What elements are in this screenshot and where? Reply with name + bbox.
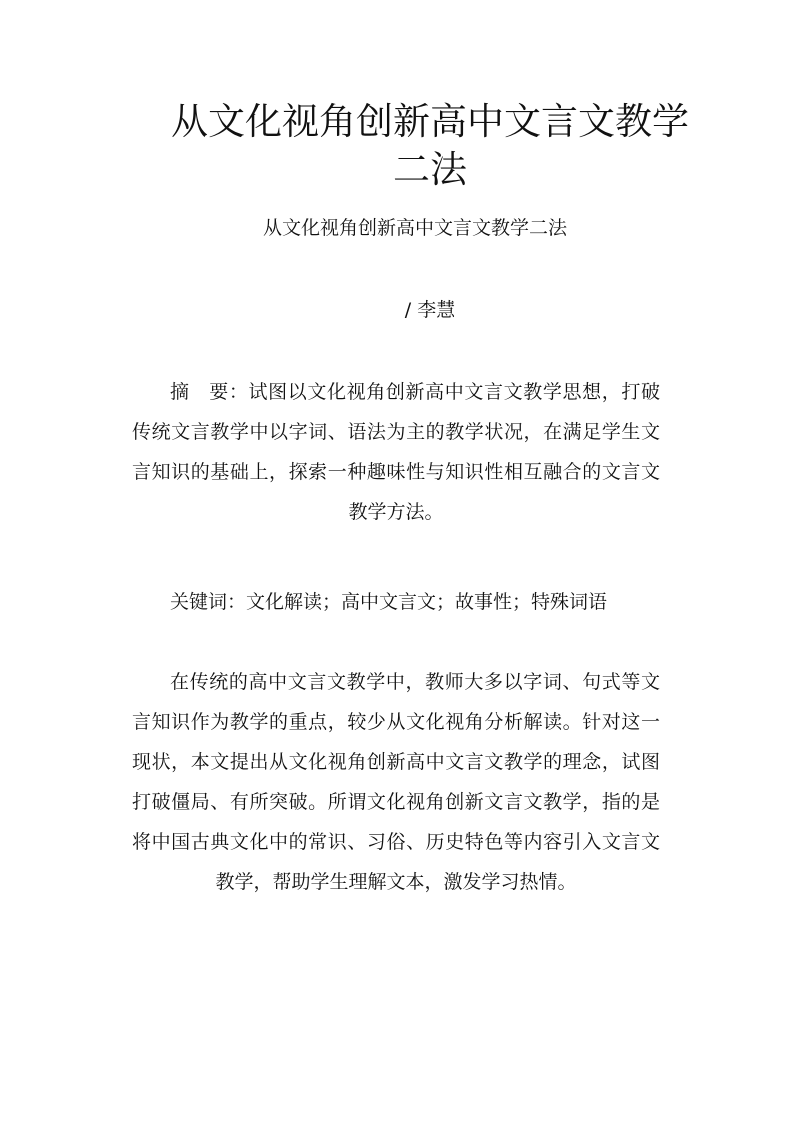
- body-paragraph: 在传统的高中文言文教学中，教师大多以字词、句式等文言知识作为教学的重点，较少从文化视角分析解读。针对这一现状，本文提出从文化视角创新高中文言文教学的理念，试图打破僵局、有所突破。所谓文化视角创新文言文教学，指的是将中国古典文化中的常识、习俗、历史特色等内容引入文言文教学，帮助学生理解文本，激发学习热情。: [132, 671, 660, 893]
- abstract-paragraph: 摘 要：试图以文化视角创新高中文言文教学思想，打破传统文言教学中以字词、语法为主的教学状况，在满足学生文言知识的基础上，探索一种趣味性与知识性相互融合的文言文教学方法。: [132, 381, 660, 523]
- document-subtitle: 从文化视角创新高中文言文教学二法: [262, 217, 567, 239]
- keywords-line: 关键词：文化解读；高中文言文；故事性；特殊词语: [170, 591, 608, 613]
- document-title: 从文化视角创新高中文言文教学二法: [171, 100, 689, 191]
- author-line: / 李慧: [404, 299, 456, 321]
